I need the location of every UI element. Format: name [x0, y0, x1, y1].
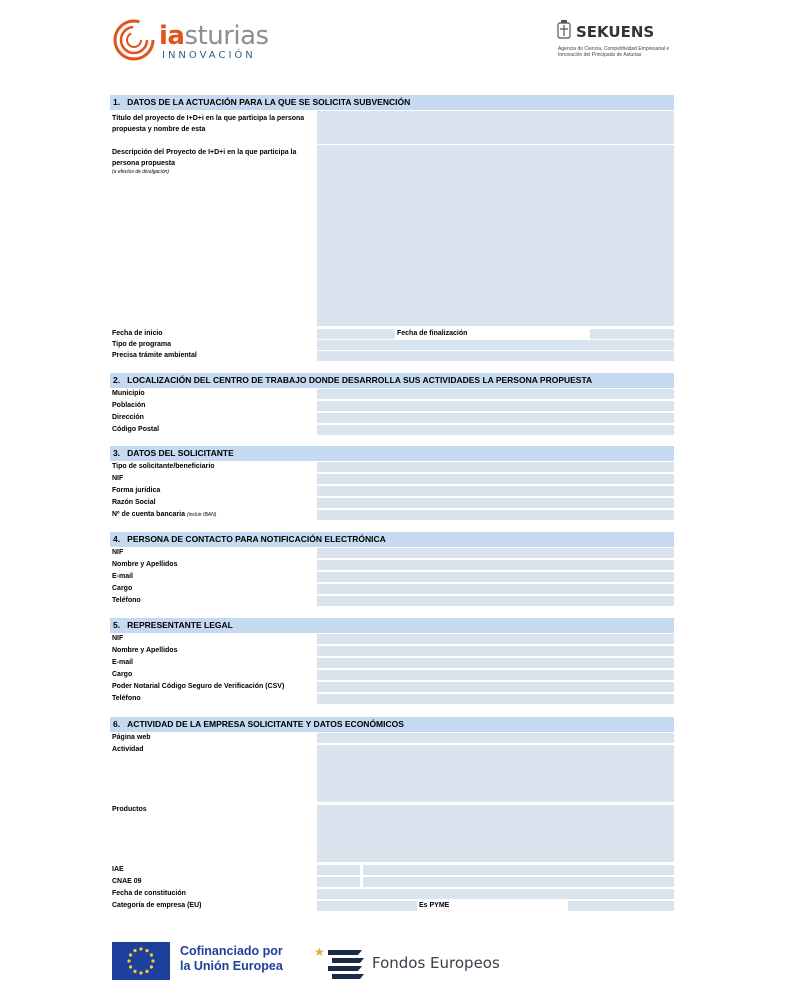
footer-logos: [112, 940, 512, 984]
row-cuenta-bancaria: [110, 509, 674, 521]
section-1-title: 1. DATOS DE LA ACTUACIÓN PARA LA QUE SE SOLICITA SUBVENCIÓN: [110, 95, 674, 110]
cargo-representante-field[interactable]: [317, 670, 674, 680]
row-direccion: [110, 412, 674, 424]
label-iae: IAE: [112, 866, 124, 873]
application-form: [110, 95, 674, 909]
row-email-contacto: [110, 571, 674, 583]
section-3: [110, 446, 674, 526]
row-nif-contacto: [110, 547, 674, 559]
row-forma-juridica: [110, 485, 674, 497]
row-nombre-representante: [110, 645, 674, 657]
section-2-title: 2. LOCALIZACIÓN DEL CENTRO DE TRABAJO DONDE DESARROLLA SUS ACTIVIDADES LA PERSONA PROPUESTA: [110, 373, 674, 388]
es-pyme-field[interactable]: [568, 901, 674, 911]
label-email-representante: E-mail: [112, 659, 134, 666]
cnae-description-field[interactable]: [363, 877, 674, 887]
productos-field[interactable]: [317, 805, 674, 862]
section-6-title: 6. ACTIVIDAD DE LA EMPRESA SOLICITANTE Y DATOS ECONÓMICOS: [110, 717, 674, 732]
cnae-code-field[interactable]: [317, 877, 360, 887]
iasturias-swirl-icon: [112, 18, 156, 62]
program-type-field[interactable]: [317, 340, 674, 350]
cargo-contacto-field[interactable]: [317, 584, 674, 594]
row-nif-solicitante: [110, 473, 674, 485]
sekuens-subtitle: Agencia de Ciencia, Competitividad Empresarial e Innovación del Principado de Asturias: [558, 46, 670, 58]
row-categoria-empresa: [110, 900, 674, 912]
section-5: [110, 618, 674, 710]
sekuens-logo: [556, 20, 686, 60]
section-6: [110, 717, 674, 912]
cuenta-bancaria-field[interactable]: [317, 510, 674, 520]
label-productos: Productos: [112, 806, 147, 813]
row-poblacion: [110, 400, 674, 412]
row-municipio: [110, 388, 674, 400]
label-fecha-constitucion: Fecha de constitución: [112, 890, 186, 897]
row-environmental: [110, 350, 674, 361]
label-program-type: Tipo de programa: [112, 341, 171, 348]
label-end-date: Fecha de finalización: [397, 330, 468, 337]
csv-field[interactable]: [317, 682, 674, 692]
label-actividad: Actividad: [112, 746, 144, 753]
label-environmental: Precisa trámite ambiental: [112, 352, 197, 359]
fecha-constitucion-field[interactable]: [317, 889, 674, 899]
row-telefono-contacto: [110, 595, 674, 607]
razon-social-field[interactable]: [317, 498, 674, 508]
nif-representante-field[interactable]: [317, 634, 674, 644]
pagina-web-field[interactable]: [317, 733, 674, 743]
eu-cofinanced-text: Cofinanciado por la Unión Europea: [180, 944, 283, 973]
label-nombre-contacto: Nombre y Apellidos: [112, 561, 178, 568]
section-4-title: 4. PERSONA DE CONTACTO PARA NOTIFICACIÓN ELECTRÓNICA: [110, 532, 674, 547]
label-categoria-empresa: Categoría de empresa (EU): [112, 902, 202, 909]
label-email-contacto: E-mail: [112, 573, 134, 580]
row-fecha-constitucion: [110, 888, 674, 900]
actividad-field[interactable]: [317, 745, 674, 802]
label-nif-solicitante: NIF: [112, 475, 124, 482]
row-productos: [110, 804, 674, 864]
svg-text:★: ★: [314, 945, 325, 959]
row-pagina-web: [110, 732, 674, 744]
categoria-empresa-field[interactable]: [317, 901, 417, 911]
row-program-type: [110, 339, 674, 350]
iae-code-field[interactable]: [317, 865, 360, 875]
sekuens-title: SEKUENS: [576, 23, 655, 41]
section-2: [110, 373, 674, 433]
label-nif-representante: NIF: [112, 635, 124, 642]
municipio-field[interactable]: [317, 389, 674, 399]
label-razon-social: Razón Social: [112, 499, 156, 506]
row-telefono-representante: [110, 693, 674, 705]
label-nombre-representante: Nombre y Apellidos: [112, 647, 178, 654]
row-tipo-solicitante: [110, 461, 674, 473]
row-email-representante: [110, 657, 674, 669]
row-actividad: [110, 744, 674, 804]
row-cargo-representante: [110, 669, 674, 681]
label-direccion: Dirección: [112, 414, 144, 421]
row-nombre-contacto: [110, 559, 674, 571]
email-representante-field[interactable]: [317, 658, 674, 668]
label-nif-contacto: NIF: [112, 549, 124, 556]
label-cargo-contacto: Cargo: [112, 585, 133, 592]
label-project-description: Descripción del Proyecto de I+D+i en la que participa la persona propuesta (a efectos de divulgación): [112, 149, 297, 175]
label-telefono-representante: Teléfono: [112, 695, 141, 702]
row-razon-social: [110, 497, 674, 509]
row-nif-representante: [110, 633, 674, 645]
row-project-title: [110, 111, 674, 145]
section-4: [110, 532, 674, 612]
nif-solicitante-field[interactable]: [317, 474, 674, 484]
environmental-field[interactable]: [317, 351, 674, 361]
section-5-title: 5. REPRESENTANTE LEGAL: [110, 618, 674, 633]
project-description-field[interactable]: [317, 145, 674, 326]
iasturias-subtitle: INNOVACIÓN: [162, 50, 256, 61]
start-date-field[interactable]: [317, 329, 395, 339]
iasturias-wordmark: iasturias: [159, 21, 269, 51]
nif-contacto-field[interactable]: [317, 548, 674, 558]
row-iae: [110, 864, 674, 876]
email-contacto-field[interactable]: [317, 572, 674, 582]
eu-flag-icon: [112, 942, 170, 980]
label-poblacion: Población: [112, 402, 146, 409]
label-forma-juridica: Forma jurídica: [112, 487, 161, 494]
label-start-date: Fecha de inicio: [112, 330, 163, 337]
iasturias-logo: [112, 18, 272, 62]
row-cnae: [110, 876, 674, 888]
label-cargo-representante: Cargo: [112, 671, 133, 678]
poblacion-field[interactable]: [317, 401, 674, 411]
coat-of-arms-icon: [556, 20, 572, 42]
telefono-contacto-field[interactable]: [317, 596, 674, 606]
row-dates: [110, 328, 674, 339]
tipo-solicitante-field[interactable]: [317, 462, 674, 472]
forma-juridica-field[interactable]: [317, 486, 674, 496]
label-tipo-solicitante: Tipo de solicitante/beneficiario: [112, 463, 215, 470]
nombre-representante-field[interactable]: [317, 646, 674, 656]
telefono-representante-field[interactable]: [317, 694, 674, 704]
label-codigo-postal: Código Postal: [112, 426, 160, 433]
project-title-field[interactable]: [317, 111, 674, 144]
label-cnae: CNAE 09: [112, 878, 142, 885]
nombre-contacto-field[interactable]: [317, 560, 674, 570]
label-pagina-web: Página web: [112, 734, 151, 741]
fondos-europeos-text: Fondos Europeos: [372, 954, 500, 972]
section-3-title: 3. DATOS DEL SOLICITANTE: [110, 446, 674, 461]
codigo-postal-field[interactable]: [317, 425, 674, 435]
section-1: [110, 95, 674, 365]
iae-description-field[interactable]: [363, 865, 674, 875]
fondos-europeos-icon: [314, 942, 366, 982]
label-cuenta-bancaria: Nº de cuenta bancaria (incluir IBAN): [112, 511, 217, 518]
label-es-pyme: Es PYME: [419, 902, 450, 909]
label-csv: Poder Notarial Código Seguro de Verificación (CSV): [112, 683, 285, 690]
row-codigo-postal: [110, 424, 674, 436]
row-cargo-contacto: [110, 583, 674, 595]
label-municipio: Municipio: [112, 390, 145, 397]
end-date-field[interactable]: [590, 329, 674, 339]
row-csv: [110, 681, 674, 693]
direccion-field[interactable]: [317, 413, 674, 423]
row-project-description: [110, 145, 674, 328]
label-telefono-contacto: Teléfono: [112, 597, 141, 604]
label-project-title: Título del proyecto de I+D+i en la que participa la persona propuesta y nombre de esta: [112, 115, 305, 133]
